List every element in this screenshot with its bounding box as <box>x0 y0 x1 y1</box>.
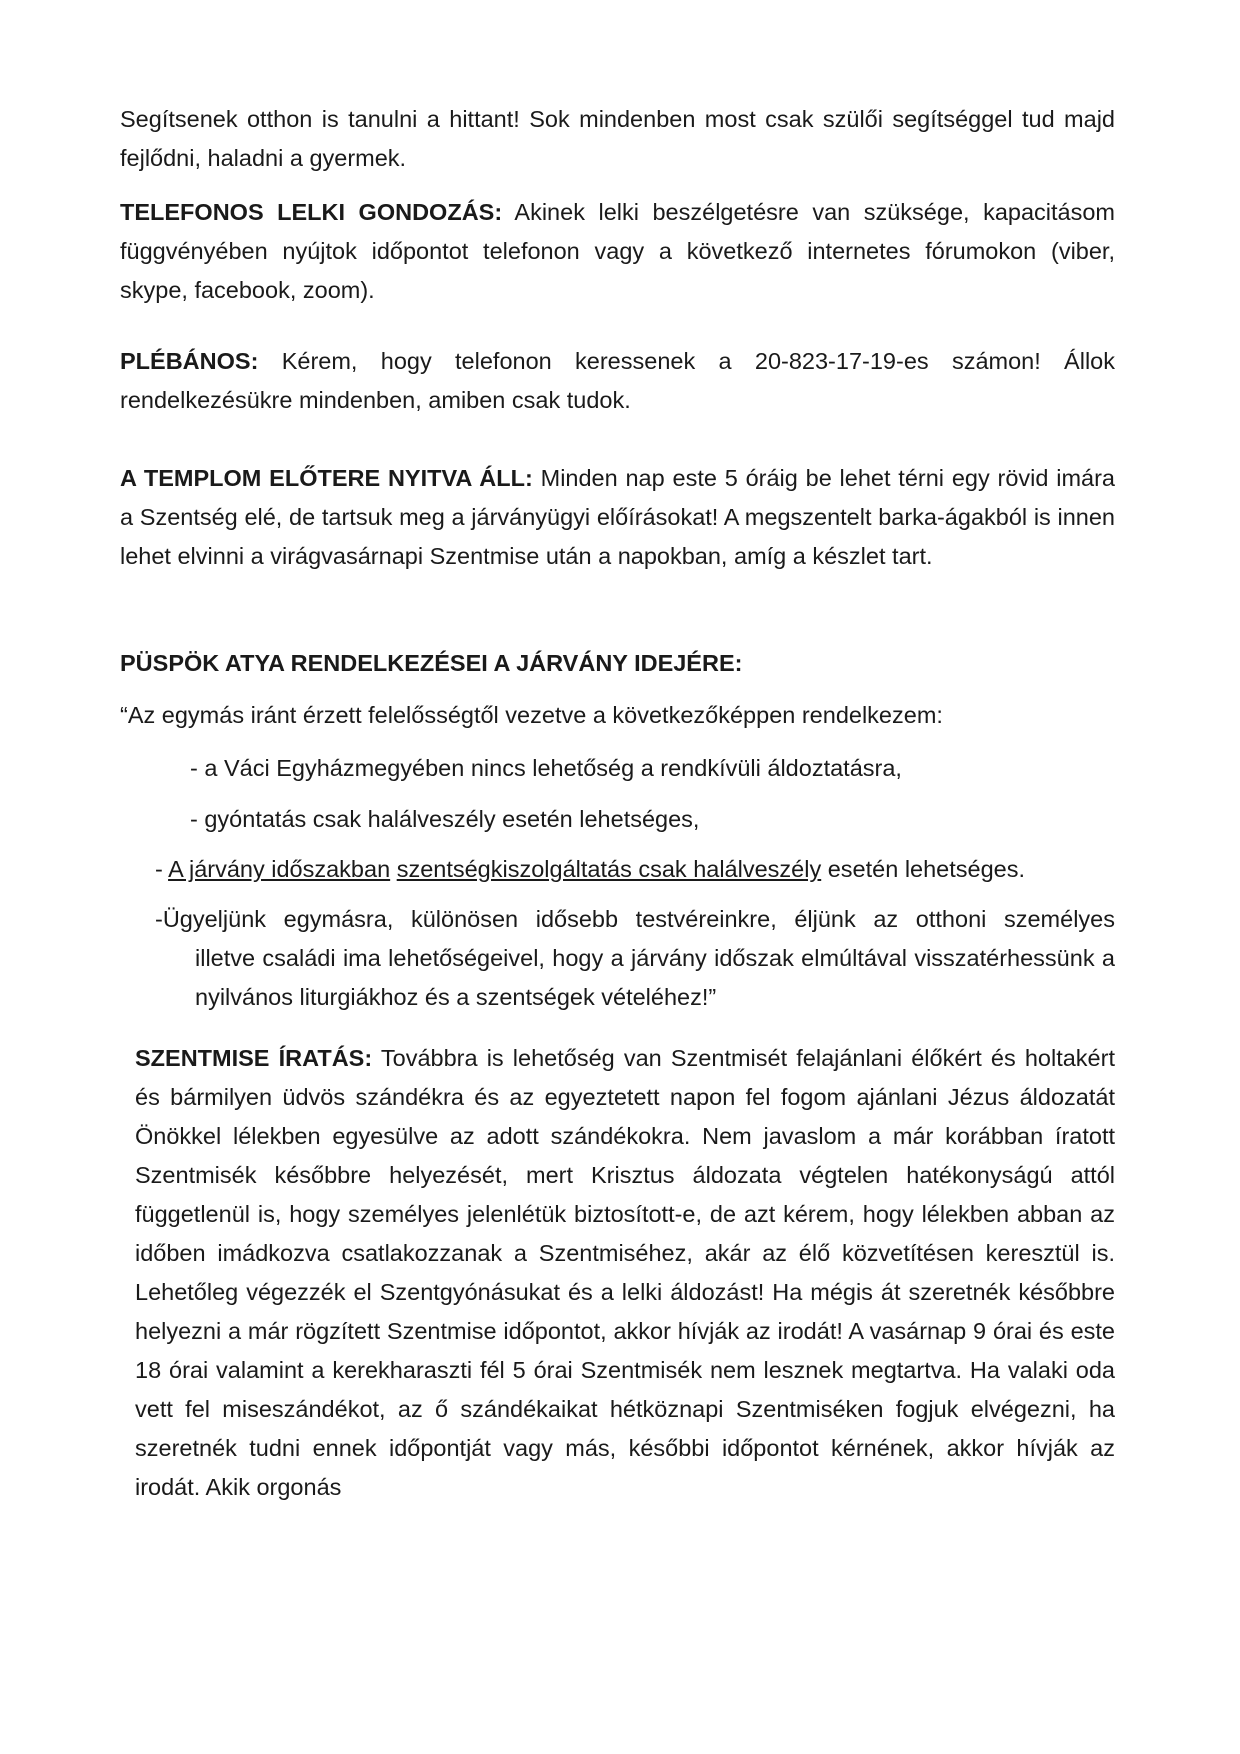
intro-text: Segítsenek otthon is tanulni a hittant! Sok mindenben most csak szülői segítséggel tud majd fejlődni, haladni a gyermek. <box>120 106 1115 171</box>
puspok-item-3 <box>155 850 1025 889</box>
puspok-item-4 <box>155 900 1115 1017</box>
plebanos-heading: PLÉBÁNOS: <box>120 348 259 374</box>
telefonos-heading: TELEFONOS LELKI GONDOZÁS: <box>120 199 503 225</box>
item3-underlined-2: szentségkiszolgáltatás csak halálveszély <box>396 856 822 882</box>
puspok-item-2: - gyóntatás csak halálveszély esetén lehetséges, <box>190 806 700 832</box>
puspok-heading: PÜSPÖK ATYA RENDELKEZÉSEI A JÁRVÁNY IDEJÉRE: <box>120 650 743 676</box>
telefonos-paragraph <box>120 193 1115 310</box>
item4-first-line: -Ügyeljünk egymásra, különösen idősebb testvéreinkre, éljünk az otthoni személyes <box>155 906 1115 932</box>
intro-paragraph <box>120 100 1115 178</box>
templom-paragraph <box>120 459 1115 576</box>
szentmise-paragraph <box>135 1039 1115 1507</box>
plebanos-paragraph <box>120 342 1115 420</box>
puspok-intro: “Az egymás iránt érzett felelősségtől vezetve a következőképpen rendelkezem: <box>120 702 943 728</box>
templom-heading: A TEMPLOM ELŐTERE NYITVA ÁLL: <box>120 465 533 491</box>
puspok-item-1: - a Váci Egyházmegyében nincs lehetőség a rendkívüli áldoztatásra, <box>190 755 902 781</box>
item3-prefix: - <box>155 856 169 882</box>
templom-text: Minden nap este 5 óráig be lehet térni egy rövid imára a Szentség elé, de tartsuk meg a járványügyi előírásokat! A megszentelt barka-ágakból is innen lehet elvinni a virágvasárnapi Szentmise után a napokban, amíg a készlet tart. <box>120 465 1115 569</box>
szentmise-heading: SZENTMISE ÍRATÁS: <box>135 1045 373 1071</box>
plebanos-text: Kérem, hogy telefonon keressenek a 20-823-17-19-es számon! Állok rendelkezésükre mindenben, amiben csak tudok. <box>120 348 1115 413</box>
item3-underlined-1: A járvány időszakban <box>168 856 391 882</box>
item3-suffix: esetén lehetséges. <box>821 856 1026 882</box>
telefonos-text: Akinek lelki beszélgetésre van szüksége, kapacitásom függvényében nyújtok időpontot telefonon vagy a következő internetes fórumokon (viber, skype, facebook, zoom). <box>120 199 1115 303</box>
szentmise-text: Továbbra is lehetőség van Szentmisét felajánlani élőkért és holtakért és bármilyen üdvös szándékra és az egyeztetett napon fel fogom ajánlani Jézus áldozatát Önökkel lélekben egyesülve az adott szándékokra. Nem javaslom a már korábban íratott Szentmisék későbbre helyezését, mert Krisztus áldozata végtelen hatékonyságú attól függetlenül is, hogy személyes jelenlétük biztosított-e, de azt kérem, hogy lélekben abban az időben imádkozva csatlakozzanak a Szentmiséhez, akár az élő közvetítésen keresztül is. Lehetőleg végezzék el Szentgyónásukat és a lelki áldozást! Ha mégis át szeretnék későbbre helyezni a már rögzített Szentmise időpontot, akkor hívják az irodát! A vasárnap 9 órai és este 18 órai valamint a kerekharaszti fél 5 órai Szentmisék nem lesznek megtartva. Ha valaki oda vett fel miseszándékot, az ő szándékaikat hétköznapi Szentmiséken fogjuk elvégezni, ha szeretnék tudni ennek időpontját vagy más, későbbi időpontot kérnének, akkor hívják az irodát. Akik orgonás <box>135 1045 1115 1500</box>
item4-rest: illetve családi ima lehetőségeivel, hogy a járvány időszak elmúltával visszatérhessünk a nyilvános liturgiákhoz és a szentségek vételéhez!” <box>195 945 1115 1010</box>
